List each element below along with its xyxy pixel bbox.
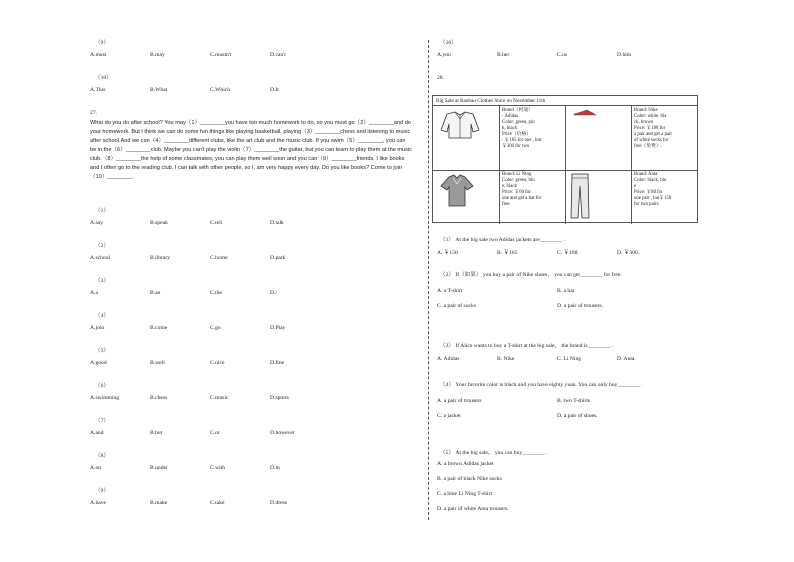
option-c[interactable]: C.go (210, 325, 221, 331)
option-b[interactable]: B.chess (150, 395, 168, 401)
option-a[interactable]: A. a T-shirt (437, 288, 463, 294)
question-stem: （3） If Alice wants to buy a T-shirt at the big sale， the brand is________ . (440, 343, 613, 349)
option-b[interactable]: B. two T-shirts (557, 398, 591, 404)
question-number: （2） (95, 243, 109, 249)
question-number: （1） (95, 208, 109, 214)
question-27-label: 27. (90, 110, 97, 116)
option-a[interactable]: A.school (90, 255, 111, 261)
trousers-image (569, 172, 591, 220)
option-a[interactable]: A.must (90, 52, 107, 58)
table-divider (565, 106, 566, 224)
option-b[interactable]: B.an (150, 290, 161, 296)
option-d[interactable]: D.park (270, 255, 286, 261)
question-number: （8） (95, 453, 109, 459)
sale-table-title: Big Sale at Baobao Clothes Store on November 11th (433, 96, 697, 106)
anta-info: Brand: Anta Color: black, blu e Price: ￥80 for one pair , but￥150 for two pairs. (634, 172, 672, 207)
option-a[interactable]: A.good (90, 360, 107, 366)
option-d[interactable]: D.fine (270, 360, 285, 366)
option-a[interactable]: A. Adidas (437, 356, 460, 362)
option-b[interactable]: B. a hat (557, 288, 575, 294)
option-a[interactable]: A.join (90, 325, 105, 331)
question-stem: （4） Your favorite color is black and you have eighty yuan. You can only buy________ . (440, 382, 643, 388)
option-c[interactable]: C. a pair of socks (437, 303, 476, 309)
option-a[interactable]: A. ￥150 (437, 250, 458, 256)
option-a[interactable]: A.and (90, 430, 104, 436)
option-a[interactable]: A.swimming (90, 395, 120, 401)
option-b[interactable]: B.but (150, 430, 163, 436)
option-a[interactable]: A.say (90, 220, 103, 226)
option-c[interactable]: C.take (210, 500, 225, 506)
table-divider (631, 106, 632, 224)
table-divider (433, 170, 697, 171)
option-d[interactable]: D.him (617, 52, 632, 58)
option-d[interactable]: D.however (270, 430, 295, 436)
option-a[interactable]: A.you (437, 52, 451, 58)
option-b[interactable]: B.come (150, 325, 168, 331)
question-stem: （1） At the big sale two Adidas jackets are________ . (440, 237, 565, 243)
jacket-image (439, 110, 481, 140)
question-number: （3） (95, 278, 109, 284)
option-d[interactable]: D. a pair of white Anta trousers. (437, 506, 509, 512)
option-a[interactable]: A.a (90, 290, 98, 296)
option-c[interactable]: C.home (210, 255, 228, 261)
nike-info: Brand: Nike Color: white, bla ck, brown Price: ￥188 for a pair and get a pair of white socks for free（免费）. (634, 108, 672, 149)
option-c[interactable]: C.with (210, 465, 226, 471)
question-28-label: 28. (437, 75, 444, 81)
option-b[interactable]: B.speak (150, 220, 168, 226)
option-b[interactable]: B.library (150, 255, 171, 261)
option-a[interactable]: A.have (90, 500, 106, 506)
question-stem: （5） At the big sale， you can buy________ . (440, 450, 548, 456)
option-c[interactable]: C. Li Ning (557, 356, 582, 362)
option-b[interactable]: B.under (150, 465, 168, 471)
question-number: （7） (95, 418, 109, 424)
option-a[interactable]: A.This (90, 87, 106, 93)
option-d[interactable]: D.in (270, 465, 280, 471)
option-d[interactable]: D. Anta. (617, 356, 636, 362)
cloze-passage: What do you do after school? You may（1）________you have too much homework to do, so you must go（2）________and do your homework. But I think we can do some fun things like playing basketball, playing（3）________chess and listening to music after school.And we can（4）________different clubs, like the art club and the music club. If you swim（5）________, you can be in the（6）________club. Maybe you can't play the violin（7）________the guitar, but you can learn to play them at the music club.（8）________the help of some classmates, you can play them well soon and you can（9）________friends. I like books and I often go to the reading club. I can talk with other people, so I, am very happy every day. Do you like books? Come to join（10）________. (90, 120, 412, 180)
option-d[interactable]: D.Play (270, 325, 286, 331)
option-b[interactable]: B.her (497, 52, 510, 58)
option-c[interactable]: C.us (557, 52, 568, 58)
option-d[interactable]: D. a pair of shoes. (557, 413, 598, 419)
option-d[interactable]: D. a pair of trousers. (557, 303, 603, 309)
question-number: （10） (440, 40, 457, 46)
question-number: （4） (95, 313, 109, 319)
option-c[interactable]: C.mustn't (210, 52, 232, 58)
adidas-info: Brand（阿迪） : Adidas Color: green, pin k, black Price（价格） : ￥165 for one , but ￥300 for two (502, 108, 542, 149)
question-number: （6） (95, 383, 109, 389)
question-number: （9） (95, 40, 109, 46)
option-d[interactable]: D.talk (270, 220, 284, 226)
question-number: （9） (95, 488, 109, 494)
column-divider (428, 40, 429, 520)
option-c[interactable]: C.the (210, 290, 222, 296)
option-b[interactable]: B. ￥165 (497, 250, 518, 256)
option-c[interactable]: C.Which (210, 87, 231, 93)
option-b[interactable]: B. Nike (497, 356, 515, 362)
option-d[interactable]: D.It (270, 87, 279, 93)
option-d[interactable]: D.dress (270, 500, 287, 506)
option-a[interactable]: A. a pair of trousers (437, 398, 482, 404)
option-c[interactable]: C.music (210, 395, 229, 401)
option-b[interactable]: B.make (150, 500, 168, 506)
option-c[interactable]: C.nice (210, 360, 225, 366)
table-divider (499, 106, 500, 224)
option-b[interactable]: B.What (150, 87, 168, 93)
option-c[interactable]: C. ￥188 (557, 250, 578, 256)
option-a[interactable]: A.on (90, 465, 102, 471)
option-c[interactable]: C.or (210, 430, 220, 436)
question-stem: （2） If（如果） you buy a pair of Nike shoes， you can get________ for free. (440, 272, 622, 278)
option-d[interactable]: D. ￥300。 (617, 250, 644, 256)
option-c[interactable]: C. a jacket (437, 413, 461, 419)
shoe-image (573, 109, 597, 117)
option-d[interactable]: D.sports (270, 395, 289, 401)
option-c[interactable]: C.tell (210, 220, 223, 226)
question-number: （10） (95, 75, 112, 81)
option-b[interactable]: B.may (150, 52, 165, 58)
question-number: （5） (95, 348, 109, 354)
option-d[interactable]: D./ (270, 290, 277, 296)
t-shirt-image (439, 174, 475, 208)
option-b[interactable]: B. a pair of black Nike socks (437, 476, 502, 482)
option-c[interactable]: C. a blue Li Ning T-shirt (437, 491, 493, 497)
sale-table (432, 95, 698, 223)
option-a[interactable]: A. a brown Adidas jacket (437, 461, 494, 467)
option-d[interactable]: D.can't (270, 52, 286, 58)
li-ning-info: Brand: Li Ning Color: green, blu e, black Price: ￥60 for one and get a hat for free. (502, 172, 542, 207)
option-b[interactable]: B.well (150, 360, 165, 366)
